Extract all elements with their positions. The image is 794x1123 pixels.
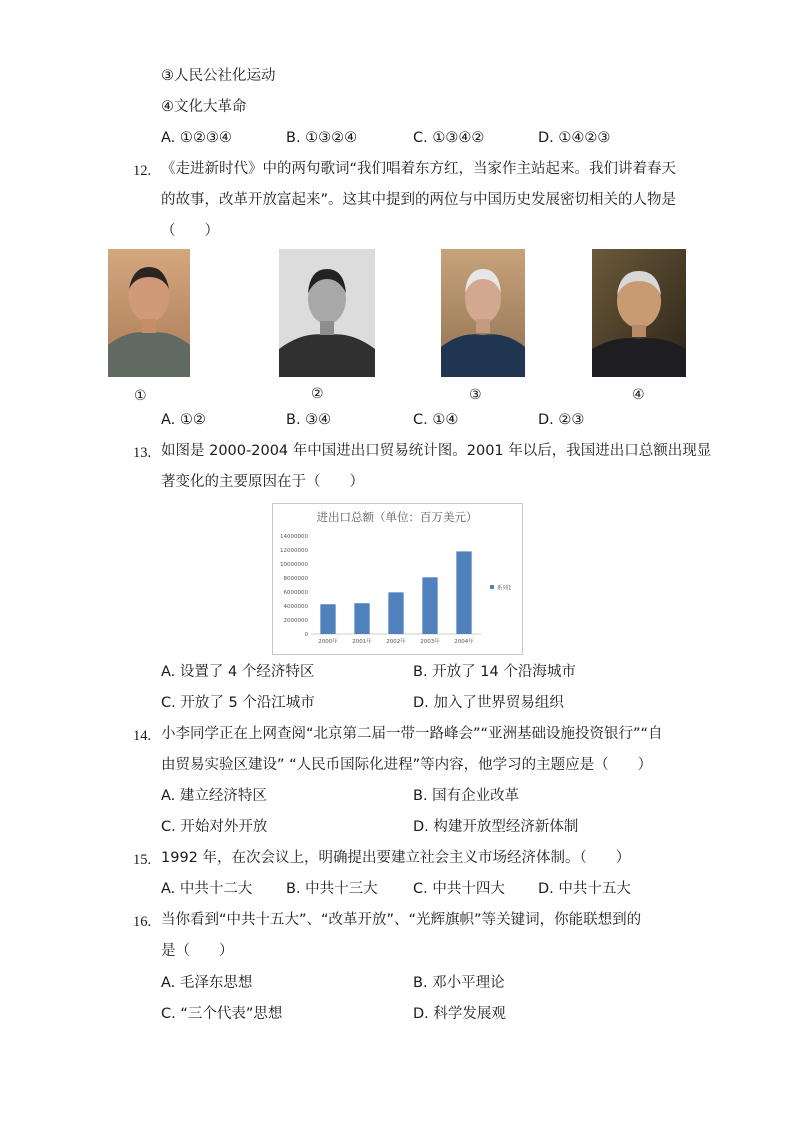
q12-text-line3: （ ）	[161, 223, 219, 239]
portrait-3-label: ③	[469, 387, 482, 403]
q12-option-c: C. ①④	[413, 412, 459, 428]
q14-option-c: C. 开始对外开放	[161, 819, 268, 835]
trade-chart-svg	[273, 504, 522, 654]
q14-text-line1: 小李同学正在上网查阅“北京第二届一带一路峰会”“亚洲基础设施投资银行”“自	[161, 726, 663, 742]
chart-x-tick-label: 2001年	[352, 639, 372, 645]
q12-option-a: A. ①②	[161, 412, 206, 428]
q14-option-a: A. 建立经济特区	[161, 788, 267, 804]
trade-chart	[272, 503, 523, 655]
q14-number: 14.	[133, 728, 152, 744]
q16-option-a: A. 毛泽东思想	[161, 975, 253, 991]
chart-y-tick-label: 8000000	[283, 576, 308, 582]
q15-option-b: B. 中共十三大	[286, 881, 378, 897]
chart-bar	[320, 604, 335, 634]
chart-y-tick-label: 2000000	[283, 618, 308, 624]
portrait-1-label: ①	[134, 388, 147, 404]
chart-title: 进出口总额（单位：百万美元）	[316, 510, 478, 524]
q13-option-a: A. 设置了 4 个经济特区	[161, 664, 315, 680]
q15-option-d: D. 中共十五大	[538, 881, 631, 897]
portrait-2-label: ②	[311, 386, 324, 402]
q13-option-c: C. 开放了 5 个沿江城市	[161, 695, 315, 711]
q11-option-b: B. ①③②④	[286, 130, 358, 146]
q14-text-line2: 由贸易实验区建设” “人民币国际化进程”等内容，他学习的主题应是（ ）	[161, 757, 653, 773]
chart-bar	[456, 551, 471, 634]
q13-text-line2: 著变化的主要原因在于（ ）	[161, 474, 364, 490]
chart-legend-swatch	[490, 585, 494, 589]
q13-number: 13.	[133, 445, 152, 461]
chart-y-tick-label: 12000000	[280, 548, 308, 554]
q11-option-c: C. ①③④②	[413, 130, 485, 146]
chart-x-tick-label: 2004年	[454, 639, 474, 645]
q12-text-line2: 的故事，改革开放富起来”。这其中提到的两位与中国历史发展密切相关的人物是	[161, 192, 677, 208]
q16-text-line2: 是（ ）	[161, 943, 234, 959]
chart-y-tick-label: 4000000	[283, 604, 308, 610]
q16-option-d: D. 科学发展观	[413, 1006, 506, 1022]
q12-option-b: B. ③④	[286, 412, 332, 428]
chart-x-tick-label: 2003年	[420, 639, 440, 645]
q16-number: 16.	[133, 914, 152, 930]
q15-text-line1: 1992 年，在次会议上，明确提出要建立社会主义市场经济体制。（ ）	[161, 850, 631, 866]
q13-option-d: D. 加入了世界贸易组织	[413, 695, 564, 711]
q11-option-d: D. ①④②③	[538, 130, 611, 146]
portrait-4-label: ④	[632, 387, 645, 403]
q14-option-b: B. 国有企业改革	[413, 788, 520, 804]
chart-x-tick-label: 2000年	[318, 639, 338, 645]
portrait-3-image	[441, 249, 525, 377]
q11-option-a: A. ①②③④	[161, 130, 232, 146]
q16-option-c: C. “三个代表”思想	[161, 1006, 283, 1022]
q12-number: 12.	[133, 163, 152, 179]
q13-text-line1: 如图是 2000-2004 年中国进出口贸易统计图。2001 年以后，我国进出口总额出现显	[161, 443, 712, 459]
q12-text-line1: 《走进新时代》中的两句歌词“我们唱着东方红，当家作主站起来。我们讲着春天	[161, 161, 677, 177]
q14-option-d: D. 构建开放型经济新体制	[413, 819, 579, 835]
chart-x-tick-label: 2002年	[386, 639, 406, 645]
q15-number: 15.	[133, 852, 152, 868]
q15-option-a: A. 中共十二大	[161, 881, 253, 897]
chart-y-tick-label: 0	[304, 632, 308, 638]
chart-y-tick-label: 10000000	[280, 562, 308, 568]
portrait-2-image	[279, 249, 375, 377]
q12-option-d: D. ②③	[538, 412, 585, 428]
portrait-1-image	[108, 249, 190, 377]
chart-y-tick-label: 6000000	[283, 590, 308, 596]
chart-bar	[388, 592, 403, 634]
portrait-4-image	[592, 249, 686, 377]
q11-item-3: ③人民公社化运动	[161, 68, 276, 84]
chart-bar	[354, 603, 369, 634]
chart-bar	[422, 577, 437, 634]
chart-y-tick-label: 14000000	[280, 534, 308, 540]
q16-option-b: B. 邓小平理论	[413, 975, 505, 991]
q15-option-c: C. 中共十四大	[413, 881, 505, 897]
q11-item-4: ④文化大革命	[161, 99, 247, 115]
chart-legend-label: 系列1	[497, 585, 512, 592]
q16-text-line1: 当你看到“中共十五大”、“改革开放”、“光辉旗帜”等关键词，你能联想到的	[161, 912, 642, 928]
q13-option-b: B. 开放了 14 个沿海城市	[413, 664, 576, 680]
